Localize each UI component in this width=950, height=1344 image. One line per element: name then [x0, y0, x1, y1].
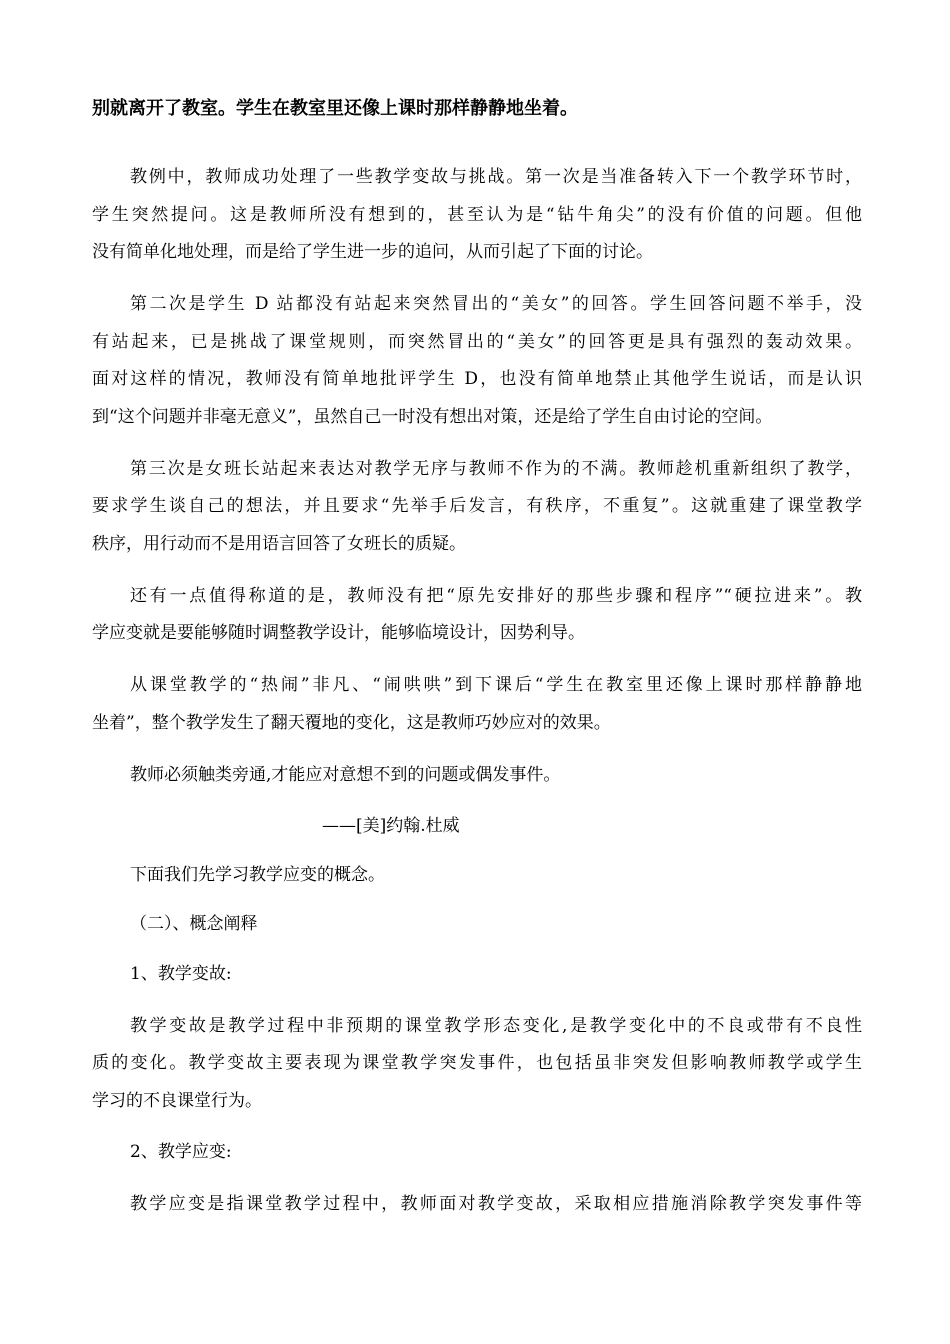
p1-line-1: 教例中，教师成功处理了一些教学变故与挑战。第一次是当准备转入下一个教学环节时，: [130, 167, 862, 187]
p3-line-1: 第三次是女班长站起来表达对教学无序与教师不作为的不满。教师趁机重新组织了教学，: [130, 459, 862, 479]
p1-line-3: 没有简单化地处理，而是给了学生进一步的追问，从而引起了下面的讨论。: [92, 242, 653, 262]
section-heading: （二）、概念阐释: [130, 914, 258, 934]
p4-line-2: 学应变就是要能够随时调整教学设计，能够临境设计，因势利导。: [92, 623, 585, 643]
item1-line-3: 学习的不良课堂行为。: [92, 1091, 262, 1111]
p2-line-1: 第二次是学生 D 站都没有站起来突然冒出的“美女”的回答。学生回答问题不举手，没: [130, 294, 862, 314]
p2-line-3: 面对这样的情况，教师没有简单地批评学生 D，也没有简单地禁止其他学生说话，而是认识: [92, 369, 862, 389]
item1-line-1: 教学变故是教学过程中非预期的课堂教学形态变化,是教学变化中的不良或带有不良性: [130, 1016, 862, 1036]
top-line: 别就离开了教室。学生在教室里还像上课时那样静静地坐着。: [92, 98, 578, 119]
p5-line-1: 从课堂教学的“热闹”非凡、“闹哄哄”到下课后“学生在教室里还像上课时那样静静地: [130, 675, 862, 695]
p3-line-3: 秩序，用行动而不是用语言回答了女班长的质疑。: [92, 534, 466, 554]
p2-line-2: 有站起来，已是挑战了课堂规则，而突然冒出的“美女”的回答更是具有强烈的轰动效果。: [92, 332, 862, 352]
p3-line-2: 要求学生谈自己的想法，并且要求“先举手后发言，有秩序，不重复”。这就重建了课堂教学: [92, 496, 862, 516]
p2-line-4: 到“这个问题并非毫无意义”，虽然自己一时没有想出对策，还是给了学生自由讨论的空间。: [92, 407, 773, 427]
intro-line: 下面我们先学习教学应变的概念。: [130, 865, 385, 885]
quote-attribution: ——[美]约翰.杜威: [322, 816, 460, 836]
p1-line-2: 学生突然提问。这是教师所没有想到的，甚至认为是“钻牛角尖”的没有价值的问题。但他: [92, 205, 862, 225]
item2-line-1: 教学应变是指课堂教学过程中，教师面对教学变故，采取相应措施消除教学突发事件等: [130, 1194, 862, 1214]
p5-line-2: 坐着”，整个教学发生了翻天覆地的变化，这是教师巧妙应对的效果。: [92, 713, 611, 733]
quote: 教师必须触类旁通,才能应对意想不到的问题或偶发事件。: [130, 765, 561, 785]
item2-title: 2、教学应变:: [130, 1142, 232, 1162]
p4-line-1: 还有一点值得称道的是，教师没有把“原先安排好的那些步骤和程序”“硬拉进来”。教: [130, 586, 862, 606]
item1-title: 1、教学变故:: [130, 964, 232, 984]
item1-line-2: 质的变化。教学变故主要表现为课堂教学突发事件，也包括虽非突发但影响教师教学或学生: [92, 1053, 862, 1073]
